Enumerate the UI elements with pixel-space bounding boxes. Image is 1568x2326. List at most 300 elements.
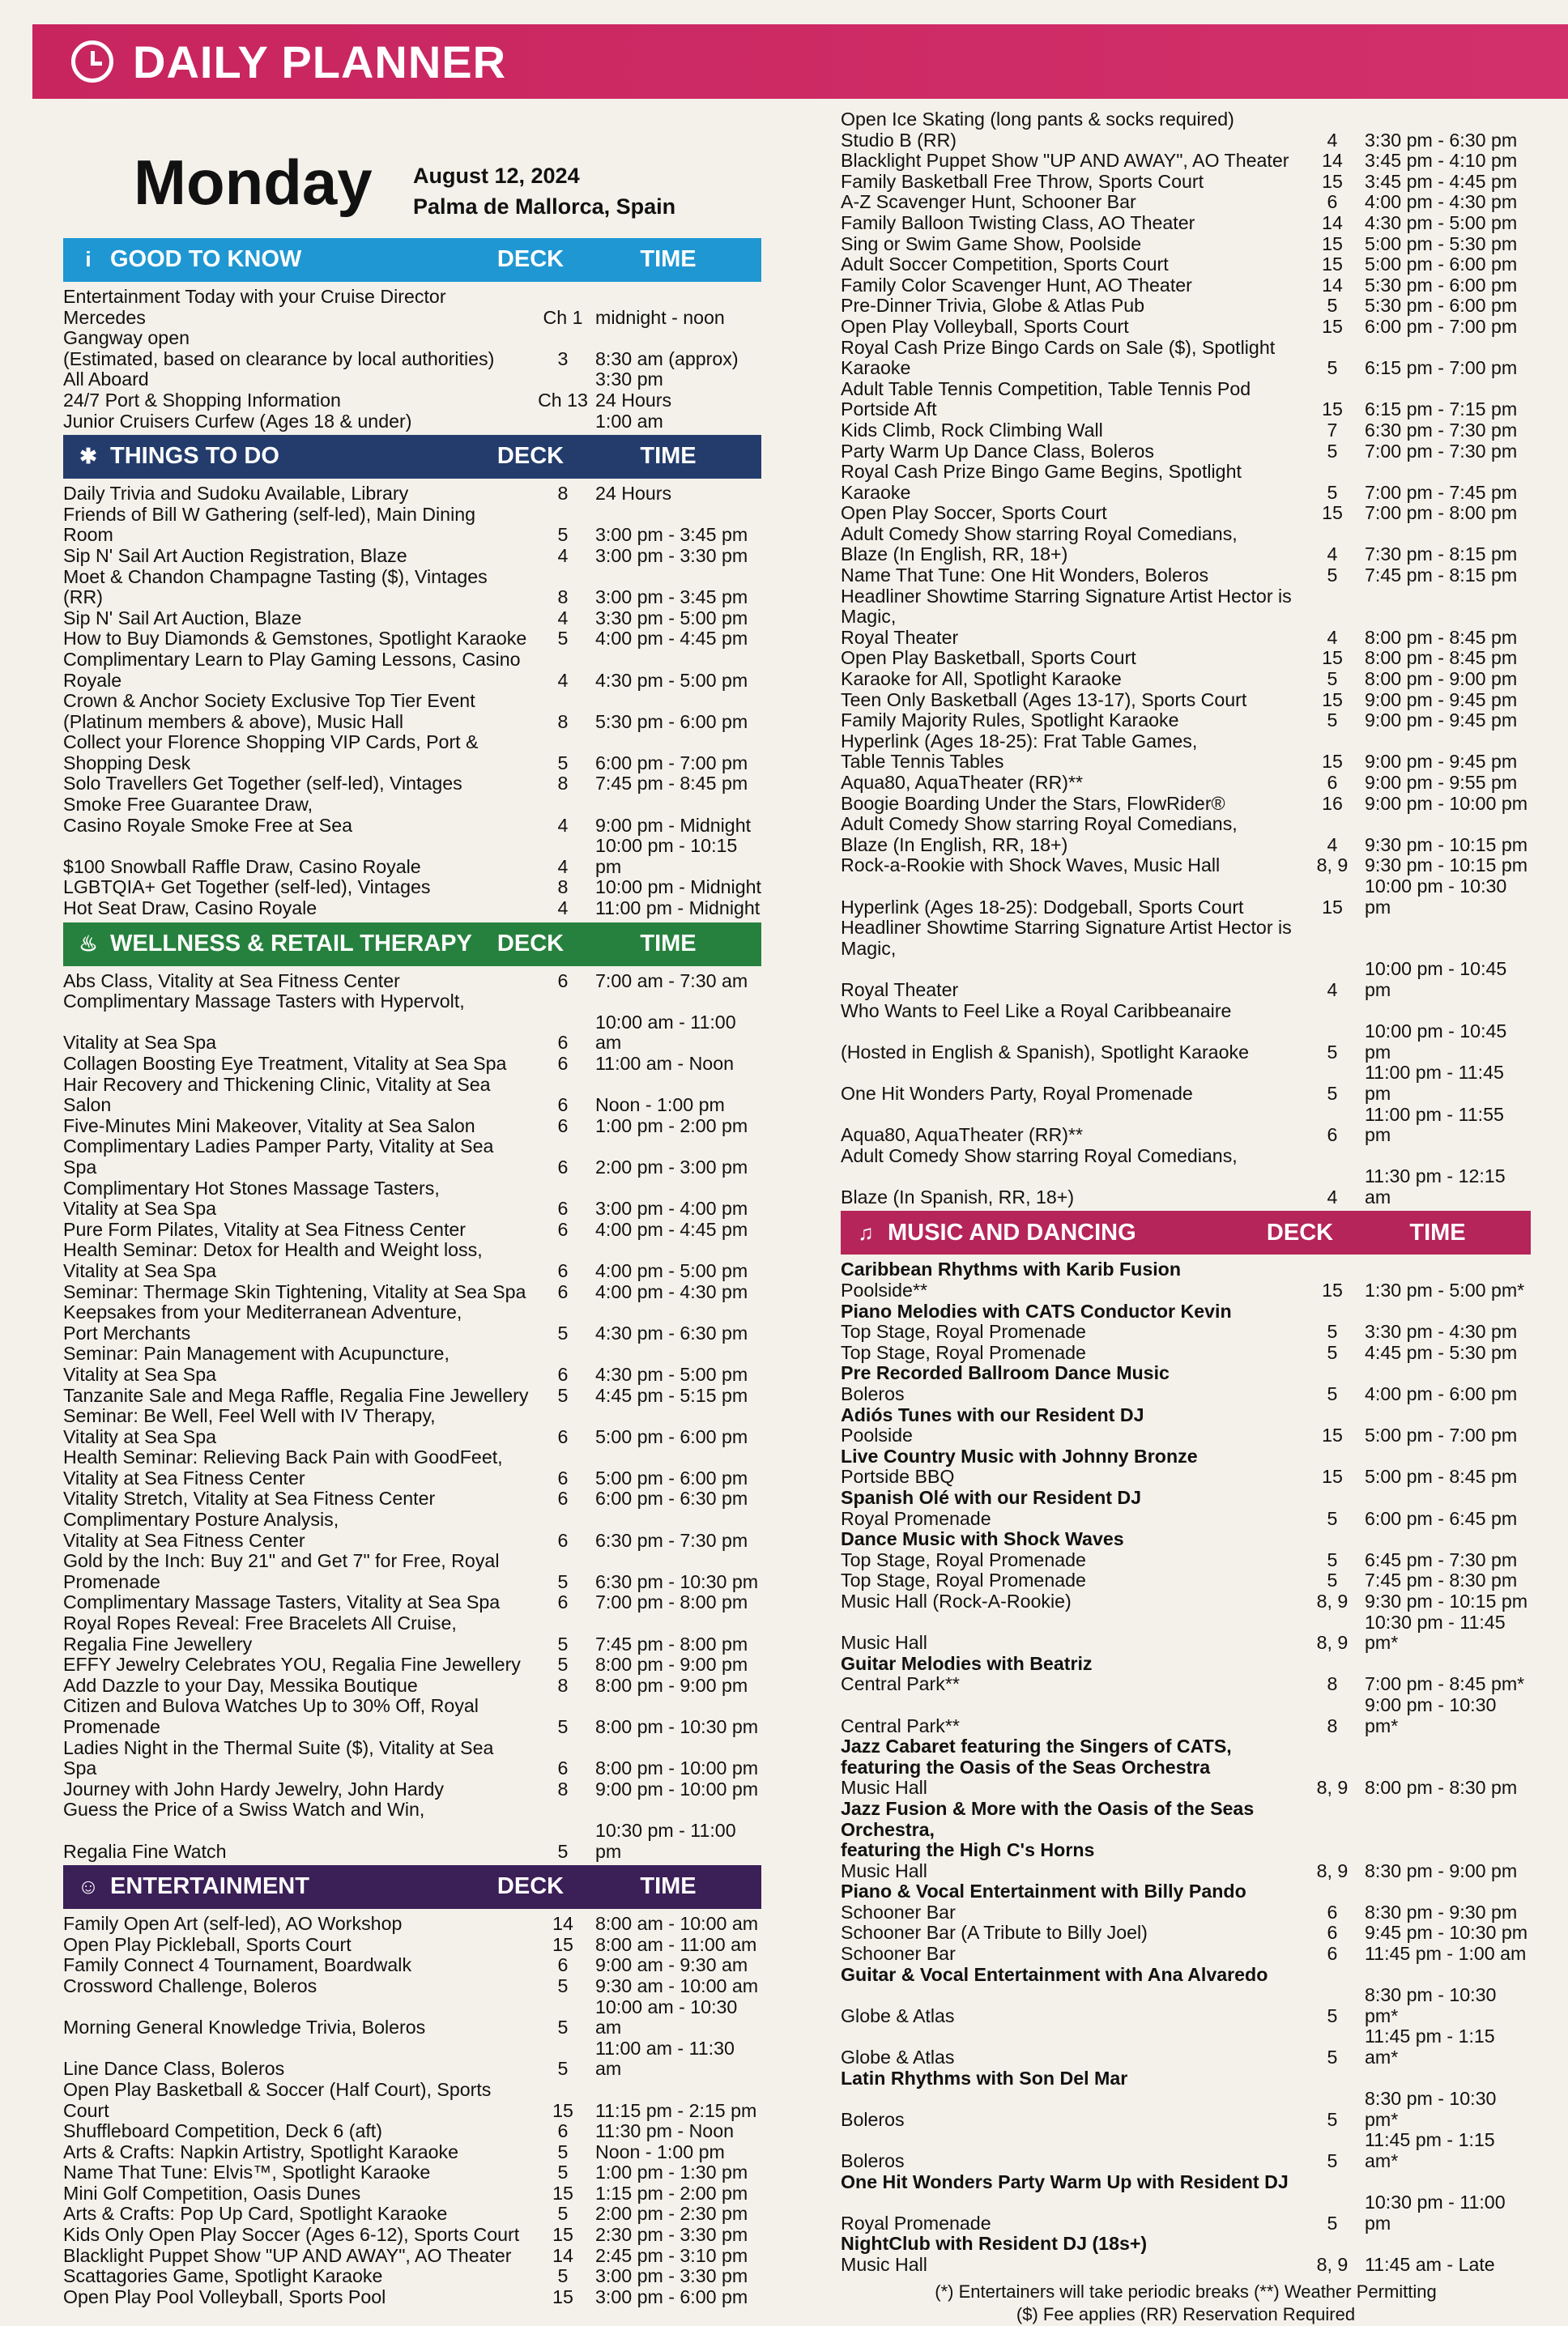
time-header: TIME — [640, 443, 697, 470]
time-value: 10:30 pm - 11:00 pm — [1365, 2192, 1506, 2234]
deck-header: DECK — [1266, 1219, 1334, 1246]
schedule-row — [63, 836, 761, 877]
event-name: Portside Aft — [841, 398, 937, 420]
deck-value: 15 — [1322, 647, 1343, 669]
deck-value: 5 — [1327, 668, 1338, 690]
deck-value: 3 — [557, 347, 569, 369]
deck-value: 5 — [557, 1975, 569, 1996]
event-name: Guitar Melodies with Beatriz — [841, 1652, 1093, 1674]
section-title: ENTERTAINMENT — [110, 1873, 309, 1900]
deck-value: 4 — [1327, 543, 1338, 565]
time-value: 8:30 pm - 9:00 pm — [1365, 1860, 1518, 1881]
deck-value: 6 — [557, 1094, 569, 1116]
schedule-row — [63, 1613, 761, 1634]
schedule-row — [841, 565, 1531, 586]
schedule-row — [63, 1800, 761, 1821]
event-name: Royal Cash Prize Bingo Cards on Sale ($), Spotlight Karaoke — [841, 336, 1276, 379]
schedule-row — [841, 234, 1531, 255]
event-name: Poolside — [841, 1425, 913, 1446]
schedule-row — [63, 1468, 761, 1489]
time-value: 2:45 pm - 3:10 pm — [595, 2244, 748, 2266]
schedule-row — [841, 2089, 1531, 2130]
deck-value: 5 — [1327, 1321, 1338, 1343]
schedule-row — [63, 1282, 761, 1303]
time-value: 3:00 pm - 3:30 pm — [595, 544, 748, 566]
time-value: 4:30 pm - 6:30 pm — [595, 1322, 748, 1344]
time-value: 8:00 pm - 9:00 pm — [595, 1654, 748, 1676]
time-value: 11:15 pm - 2:15 pm — [595, 2099, 757, 2121]
schedule-row — [841, 130, 1531, 151]
event-name: Royal Promenade — [841, 1507, 991, 1529]
time-value: 10:00 pm - Midnight — [595, 876, 761, 898]
event-name: Family Color Scavenger Hunt, AO Theater — [841, 274, 1192, 296]
event-name: $100 Snowball Raffle Draw, Casino Royale — [63, 855, 421, 877]
event-name: Name That Tune: Elvis™, Spotlight Karaoke — [63, 2162, 431, 2183]
event-name: Adult Comedy Show starring Royal Comedians, — [841, 522, 1238, 544]
section-title: THINGS TO DO — [110, 443, 279, 470]
event-name: Family Balloon Twisting Class, AO Theater — [841, 211, 1195, 233]
time-value: 3:30 pm - 4:30 pm — [1365, 1321, 1518, 1343]
schedule-row — [63, 877, 761, 898]
deck-value: 6 — [557, 969, 569, 991]
schedule-row — [63, 546, 761, 567]
time-value: 1:00 am — [595, 410, 663, 432]
date-location — [413, 160, 675, 222]
event-name: Seminar: Thermage Skin Tightening, Vitality at Sea Spa — [63, 1280, 526, 1302]
deck-value: 5 — [1327, 1549, 1338, 1570]
time-value: 8:00 pm - 9:00 pm — [595, 1674, 748, 1696]
deck-value: 5 — [1327, 1082, 1338, 1104]
good-to-know-list — [63, 287, 761, 432]
deck-value: 6 — [557, 1053, 569, 1074]
event-name: 24/7 Port & Shopping Information — [63, 389, 341, 411]
schedule-row — [63, 390, 761, 411]
deck-value: 8 — [557, 483, 569, 505]
time-value: 10:00 am - 11:00 am — [595, 1011, 736, 1054]
time-value: 9:00 pm - 9:45 pm — [1365, 709, 1518, 731]
event-name: Sip N' Sail Art Auction Registration, Blaze — [63, 544, 407, 566]
time-value: 7:00 pm - 7:30 pm — [1365, 440, 1518, 462]
time-value: 5:00 pm - 8:45 pm — [1365, 1466, 1518, 1488]
footnotes — [841, 2281, 1531, 2326]
schedule-row — [841, 1570, 1531, 1591]
schedule-row — [841, 1674, 1531, 1695]
deck-value: 6 — [557, 1280, 569, 1302]
event-name: Seminar: Pain Management with Acupuncture, — [63, 1343, 450, 1365]
deck-value: 8, 9 — [1316, 1590, 1349, 1612]
event-name: Complimentary Posture Analysis, — [63, 1509, 339, 1531]
event-name: Hyperlink (Ages 18-25): Dodgeball, Sports Court — [841, 896, 1244, 918]
time-value: 6:30 pm - 7:30 pm — [595, 1529, 748, 1551]
event-name: Adult Comedy Show starring Royal Comedians, — [841, 1144, 1238, 1166]
event-name: Kids Only Open Play Soccer (Ages 6-12), Sports Court — [63, 2224, 520, 2246]
schedule-row — [841, 835, 1531, 856]
deck-value: 14 — [552, 2244, 573, 2266]
deck-value: 6 — [557, 1954, 569, 1976]
deck-value: 4 — [1327, 129, 1338, 151]
event-name: Regalia Fine Jewellery — [63, 1633, 253, 1655]
deck-value: 6 — [1327, 772, 1338, 793]
deck-value: 5 — [557, 1716, 569, 1737]
schedule-row — [841, 524, 1531, 545]
schedule-row — [841, 1446, 1531, 1468]
schedule-row — [63, 1323, 761, 1344]
deck-value: 5 — [557, 628, 569, 650]
time-value: 6:15 pm - 7:15 pm — [1365, 398, 1518, 420]
time-value: 4:00 pm - 4:45 pm — [595, 628, 748, 650]
event-name: Headliner Showtime Starring Signature Artist Hector is Magic, — [841, 585, 1292, 628]
event-name: Guitar & Vocal Entertainment with Ana Alvaredo — [841, 1963, 1268, 1985]
schedule-row — [841, 1778, 1531, 1799]
schedule-row — [63, 1510, 761, 1531]
deck-value: 15 — [1322, 896, 1343, 918]
date: August 12, 2024 — [413, 164, 580, 188]
deck-value: 5 — [1327, 2150, 1338, 2171]
time-value: 4:00 pm - 6:00 pm — [1365, 1383, 1518, 1405]
schedule-row — [63, 1116, 761, 1137]
event-name: Adult Comedy Show starring Royal Comedians, — [841, 813, 1238, 835]
deck-value: 5 — [1327, 440, 1338, 462]
event-name: Rock-a-Rookie with Shock Waves, Music Hall — [841, 854, 1221, 876]
schedule-row — [63, 1427, 761, 1448]
footnote-line: (*) Entertainers will take periodic breaks (**) Weather Permitting — [935, 2281, 1437, 2302]
deck-value: 6 — [557, 1591, 569, 1613]
schedule-row — [841, 814, 1531, 835]
time-value: 6:00 pm - 7:00 pm — [1365, 315, 1518, 337]
time-value: 3:30 pm — [595, 368, 663, 390]
schedule-row — [841, 1488, 1531, 1509]
time-value: 5:00 pm - 6:00 pm — [595, 1425, 748, 1447]
deck-value: 5 — [1327, 2047, 1338, 2068]
deck-value: 15 — [552, 2182, 573, 2204]
deck-value: 15 — [552, 2224, 573, 2246]
deck-value: 6 — [1327, 1922, 1338, 1944]
schedule-row — [841, 1280, 1531, 1301]
time-value: 1:15 pm - 2:00 pm — [595, 2182, 748, 2204]
schedule-row — [63, 1655, 761, 1676]
schedule-row — [841, 2026, 1531, 2068]
schedule-row — [841, 959, 1531, 1000]
deck-value: 5 — [1327, 2212, 1338, 2234]
event-name: Solo Travellers Get Together (self-led), Vintages — [63, 773, 462, 795]
time-value: 9:30 pm - 10:15 pm — [1365, 1590, 1528, 1612]
schedule-row — [63, 1386, 761, 1407]
deck-value: 8 — [557, 1778, 569, 1800]
deck-value: 15 — [1322, 315, 1343, 337]
time-value: 9:30 am - 10:00 am — [595, 1975, 759, 1996]
event-name: Complimentary Massage Tasters with Hypervolt, — [63, 990, 465, 1012]
deck-value: 15 — [552, 2099, 573, 2121]
time-header: TIME — [1409, 1219, 1466, 1246]
time-value: Noon - 1:00 pm — [595, 1094, 725, 1116]
time-value: 8:00 am - 11:00 am — [595, 1933, 757, 1955]
event-name: Boleros — [841, 2108, 905, 2130]
event-name: Citizen and Bulova Watches Up to 30% Off, Royal Promenade — [63, 1695, 479, 1737]
schedule-row — [841, 399, 1531, 420]
deck-value: 5 — [557, 2058, 569, 2080]
schedule-row — [63, 1447, 761, 1468]
deck-value: 5 — [1327, 709, 1338, 731]
event-name: Globe & Atlas — [841, 2047, 955, 2068]
time-value: 4:30 pm - 5:00 pm — [595, 669, 748, 691]
schedule-row — [63, 287, 761, 328]
event-name: Music Hall — [841, 1860, 927, 1881]
time-header: TIME — [640, 930, 697, 956]
event-name: Scattagories Game, Spotlight Karaoke — [63, 2265, 383, 2287]
time-value: 24 Hours — [595, 389, 672, 411]
event-name: Pure Form Pilates, Vitality at Sea Fitness Center — [63, 1218, 467, 1240]
deck-value: 5 — [1327, 1041, 1338, 1063]
event-name: Family Majority Rules, Spotlight Karaoke — [841, 709, 1179, 731]
deck-value: 6 — [557, 1156, 569, 1178]
time-value: 5:00 pm - 6:00 pm — [1365, 253, 1518, 275]
event-name: featuring the Oasis of the Seas Orchestra — [841, 1756, 1211, 1778]
time-value: 3:00 pm - 3:45 pm — [595, 524, 748, 546]
event-name: Aqua80, AquaTheater (RR)** — [841, 772, 1084, 793]
schedule-row — [63, 1634, 761, 1655]
schedule-row — [63, 991, 761, 1012]
deck-value: 5 — [1327, 481, 1338, 503]
schedule-row — [841, 918, 1531, 959]
schedule-row — [63, 1302, 761, 1323]
schedule-row — [63, 691, 761, 712]
time-value: 4:45 pm - 5:30 pm — [1365, 1341, 1518, 1363]
music-list — [841, 1259, 1531, 2275]
time-value: 9:00 pm - 9:45 pm — [1365, 688, 1518, 710]
schedule-row — [63, 1779, 761, 1800]
event-name: Schooner Bar (A Tribute to Billy Joel) — [841, 1922, 1148, 1944]
time-value: 7:45 pm - 8:15 pm — [1365, 564, 1518, 586]
event-name: Guess the Price of a Swiss Watch and Win, — [63, 1799, 425, 1821]
schedule-row — [63, 1914, 761, 1935]
event-name: Adiós Tunes with our Resident DJ — [841, 1404, 1144, 1425]
schedule-row — [63, 2038, 761, 2080]
time-value: 9:00 pm - 10:30 pm* — [1365, 1693, 1497, 1736]
time-value: 6:00 pm - 7:00 pm — [595, 752, 748, 773]
event-name: Studio B (RR) — [841, 129, 957, 151]
schedule-row — [841, 1840, 1531, 1861]
event-name: Sip N' Sail Art Auction, Blaze — [63, 607, 302, 628]
event-name: Port Merchants — [63, 1322, 191, 1344]
event-name: Gangway open — [63, 327, 190, 349]
event-name: Music Hall (Rock-A-Rookie) — [841, 1590, 1072, 1612]
event-name: Keepsakes from your Mediterranean Adventure, — [63, 1301, 462, 1323]
time-value: 4:00 pm - 4:30 pm — [1365, 191, 1518, 213]
deck-value: 5 — [557, 1322, 569, 1344]
schedule-row — [63, 328, 761, 349]
event-name: Blacklight Puppet Show "UP AND AWAY", AO Theater — [63, 2244, 512, 2266]
section-header-entertainment — [63, 1865, 761, 1909]
event-name: Open Play Pool Volleyball, Sports Pool — [63, 2286, 386, 2307]
deck-value: 6 — [557, 1218, 569, 1240]
event-name: Teen Only Basketball (Ages 13-17), Sports Court — [841, 688, 1247, 710]
schedule-row — [841, 1985, 1531, 2026]
event-name: Adult Table Tennis Competition, Table Tennis Pod — [841, 377, 1251, 399]
event-name: Add Dazzle to your Day, Messika Boutique — [63, 1674, 418, 1696]
time-value: 8:00 pm - 8:45 pm — [1365, 647, 1518, 669]
schedule-row — [841, 213, 1531, 234]
event-name: Top Stage, Royal Promenade — [841, 1321, 1086, 1343]
deck-value: 8 — [557, 773, 569, 795]
deck-header: DECK — [496, 930, 565, 956]
time-value: 8:00 pm - 8:30 pm — [1365, 1777, 1518, 1799]
time-value: 11:00 pm - 11:55 pm — [1365, 1103, 1504, 1146]
event-name: Complimentary Hot Stones Massage Tasters, — [63, 1177, 440, 1199]
event-name: Table Tennis Tables — [841, 751, 1004, 773]
event-name: Piano Melodies with CATS Conductor Kevin — [841, 1300, 1232, 1322]
event-name: Family Basketball Free Throw, Sports Court — [841, 170, 1204, 192]
event-name: Music Hall — [841, 1632, 927, 1654]
time-value: 9:00 pm - 9:55 pm — [1365, 772, 1518, 793]
event-name: Latin Rhythms with Son Del Mar — [841, 2067, 1128, 2089]
schedule-row — [841, 1923, 1531, 1944]
event-name: All Aboard — [63, 368, 149, 390]
deck-header: DECK — [496, 443, 565, 470]
event-name: EFFY Jewelry Celebrates YOU, Regalia Fine Jewellery — [63, 1654, 521, 1676]
schedule-row — [841, 876, 1531, 918]
time-value: 4:00 pm - 4:30 pm — [595, 1280, 748, 1302]
time-value: 3:45 pm - 4:10 pm — [1365, 150, 1518, 172]
schedule-row — [841, 1861, 1531, 1882]
event-name: Health Seminar: Relieving Back Pain with GoodFeet, — [63, 1446, 503, 1468]
entertainment-list — [63, 1914, 761, 2307]
day-heading — [134, 146, 373, 219]
event-name: Abs Class, Vitality at Sea Fitness Center — [63, 969, 400, 991]
time-value: 10:00 pm - 10:45 pm — [1365, 958, 1507, 1000]
time-value: 4:45 pm - 5:15 pm — [595, 1384, 748, 1406]
event-name: Open Ice Skating (long pants & socks required) — [841, 109, 1234, 130]
event-name: Caribbean Rhythms with Karib Fusion — [841, 1259, 1181, 1280]
location: Palma de Mallorca, Spain — [413, 194, 676, 219]
schedule-row — [841, 773, 1531, 794]
event-name: Vitality at Sea Spa — [63, 1198, 217, 1220]
event-name: Open Play Volleyball, Sports Court — [841, 315, 1129, 337]
section-header-things-to-do — [63, 435, 761, 479]
deck-value: 5 — [1327, 564, 1338, 586]
schedule-row — [63, 1976, 761, 1997]
event-name: Live Country Music with Johnny Bronze — [841, 1445, 1198, 1467]
schedule-row — [841, 2172, 1531, 2193]
time-value: 9:30 pm - 10:15 pm — [1365, 854, 1528, 876]
schedule-row — [63, 1489, 761, 1510]
time-value: 8:30 pm - 10:30 pm* — [1365, 1984, 1497, 2026]
schedule-row — [63, 411, 761, 432]
event-name: Pre Recorded Ballroom Dance Music — [841, 1362, 1170, 1384]
schedule-row — [63, 2183, 761, 2205]
event-name: Mini Golf Competition, Oasis Dunes — [63, 2182, 361, 2204]
deck-value: 5 — [1327, 2108, 1338, 2130]
event-name: Blaze (In English, RR, 18+) — [841, 543, 1068, 565]
time-value: 9:00 am - 9:30 am — [595, 1954, 748, 1976]
deck-value: 5 — [557, 1633, 569, 1655]
time-value: 8:00 pm - 10:00 pm — [595, 1757, 759, 1779]
time-value: midnight - noon — [595, 306, 725, 328]
time-value: 6:45 pm - 7:30 pm — [1365, 1549, 1518, 1570]
time-value: 24 Hours — [595, 483, 672, 505]
event-name: Daily Trivia and Sudoku Available, Library — [63, 483, 409, 505]
time-value: 5:00 pm - 7:00 pm — [1365, 1425, 1518, 1446]
time-value: 6:15 pm - 7:00 pm — [1365, 357, 1518, 379]
time-value: 10:00 am - 10:30 am — [595, 1996, 738, 2038]
time-value: 10:30 pm - 11:00 pm — [595, 1819, 736, 1862]
deck-value: 6 — [1327, 1124, 1338, 1146]
deck-value: 8 — [557, 586, 569, 608]
time-value: 11:30 pm - Noon — [595, 2120, 734, 2142]
section-title: MUSIC AND DANCING — [888, 1219, 1136, 1246]
section-header-music — [841, 1211, 1531, 1255]
event-name: Jazz Cabaret featuring the Singers of CATS, — [841, 1736, 1232, 1757]
deck-value: 15 — [1322, 1425, 1343, 1446]
time-value: 7:00 pm - 8:00 pm — [1365, 502, 1518, 524]
event-name: Seminar: Be Well, Feel Well with IV Therapy, — [63, 1405, 436, 1427]
deck-value: 4 — [557, 669, 569, 691]
time-value: 7:45 pm - 8:00 pm — [595, 1633, 748, 1655]
event-name: Arts & Crafts: Pop Up Card, Spotlight Karaoke — [63, 2203, 448, 2225]
schedule-row — [841, 794, 1531, 815]
time-value: 4:00 pm - 4:45 pm — [595, 1218, 748, 1240]
event-name: Who Wants to Feel Like a Royal Caribbeanaire — [841, 999, 1232, 1021]
event-name: Central Park** — [841, 1673, 960, 1695]
deck-value: 5 — [557, 1570, 569, 1592]
deck-value: 6 — [557, 1529, 569, 1551]
schedule-row — [841, 296, 1531, 317]
deck-value: 4 — [557, 897, 569, 919]
mask-icon: ☺ — [77, 1874, 100, 1899]
event-name: Blacklight Puppet Show "UP AND AWAY", AO Theater — [841, 150, 1289, 172]
deck-value: 14 — [1322, 211, 1343, 233]
deck-value: 6 — [557, 1259, 569, 1281]
time-value: 4:00 pm - 5:00 pm — [595, 1259, 748, 1281]
schedule-row — [841, 2234, 1531, 2255]
event-name: Hyperlink (Ages 18-25): Frat Table Games, — [841, 730, 1198, 752]
deck-value: 6 — [557, 1488, 569, 1510]
time-value: 8:30 am (approx) — [595, 347, 739, 369]
things-to-do-list — [63, 484, 761, 918]
event-name: Sing or Swim Game Show, Poolside — [841, 232, 1142, 254]
event-name: Jazz Fusion & More with the Oasis of the Seas Orchestra, — [841, 1797, 1255, 1840]
schedule-row — [63, 2080, 761, 2121]
schedule-row — [841, 628, 1531, 649]
left-column — [63, 235, 761, 2307]
time-value: 8:00 am - 10:00 am — [595, 1913, 759, 1935]
event-name: Aqua80, AquaTheater (RR)** — [841, 1124, 1084, 1146]
deck-value: Ch 13 — [538, 389, 588, 411]
time-value: 5:00 pm - 5:30 pm — [1365, 232, 1518, 254]
schedule-row — [841, 1509, 1531, 1530]
time-value: 9:00 pm - 9:45 pm — [1365, 751, 1518, 773]
event-name: Pre-Dinner Trivia, Globe & Atlas Pub — [841, 295, 1145, 317]
deck-value: 8 — [1327, 1673, 1338, 1695]
time-value: 7:00 am - 7:30 am — [595, 969, 748, 991]
schedule-row — [841, 1021, 1531, 1063]
schedule-row — [841, 1654, 1531, 1675]
deck-value: 5 — [557, 2162, 569, 2183]
schedule-row — [841, 1965, 1531, 1986]
event-name: Regalia Fine Watch — [63, 1840, 227, 1862]
deck-value: 5 — [1327, 1570, 1338, 1591]
schedule-row — [63, 971, 761, 992]
event-name: LGBTQIA+ Get Together (self-led), Vintages — [63, 876, 431, 898]
schedule-row — [63, 1676, 761, 1697]
event-name: Vitality at Sea Spa — [63, 1363, 217, 1385]
deck-value: 8 — [557, 1674, 569, 1696]
schedule-row — [841, 151, 1531, 172]
schedule-row — [841, 317, 1531, 338]
deck-value: 5 — [557, 524, 569, 546]
schedule-row — [63, 628, 761, 650]
star-icon: ✱ — [79, 444, 97, 469]
schedule-row — [63, 1240, 761, 1261]
